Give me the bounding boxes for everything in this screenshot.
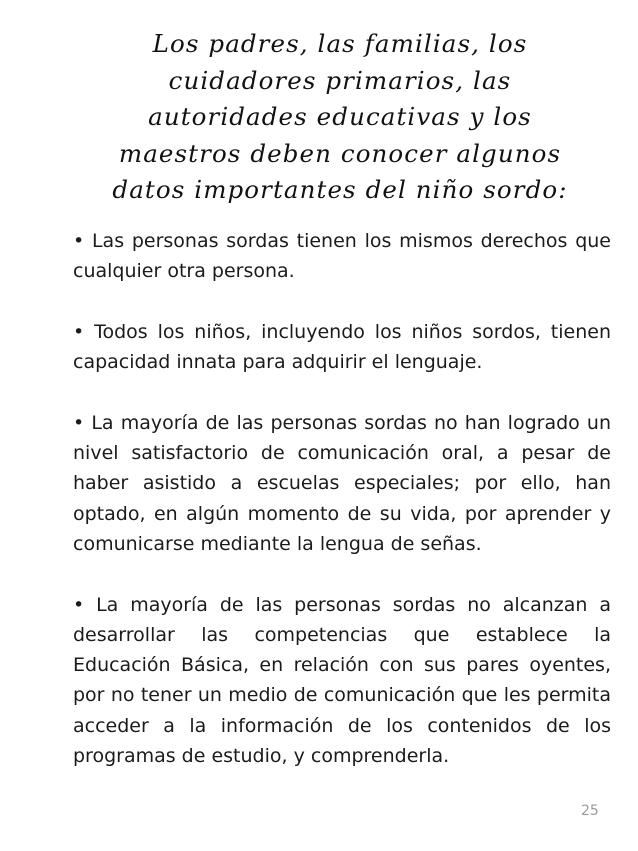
title-line: datos importantes del niño sordo: <box>112 175 568 204</box>
bullet-item: • Todos los niños, incluyendo los niños sordos, tienen capacidad innata para adquirir el lenguaje. <box>73 320 611 374</box>
bullet-item: • La mayoría de las personas sordas no han logrado un nivel satisfactorio de comunicación oral, a pesar de haber asistido a escuelas especiales; por ello, han optado, en algún momento de su vida, por aprender y comunicarse mediante la lengua de señas. <box>73 411 611 555</box>
bullet-list <box>73 226 611 771</box>
page-title <box>70 26 610 209</box>
title-line: autoridades educativas y los <box>148 102 532 131</box>
title-line: Los padres, las familias, los <box>152 29 528 58</box>
page-number: 25 <box>581 803 599 819</box>
title-line: maestros deben conocer algunos <box>118 138 562 168</box>
title-line: cuidadores primarios, las <box>168 65 512 95</box>
bullet-item: • La mayoría de las personas sordas no alcanzan a desarrollar las competencias que establece la Educación Básica, en relación con sus pares oyentes, por no tener un medio de comunicación que les permita acceder a la información de los contenidos de los programas de estudio, y comprenderla. <box>73 593 611 768</box>
bullet-item: • Las personas sordas tienen los mismos derechos que cualquier otra persona. <box>73 230 611 283</box>
